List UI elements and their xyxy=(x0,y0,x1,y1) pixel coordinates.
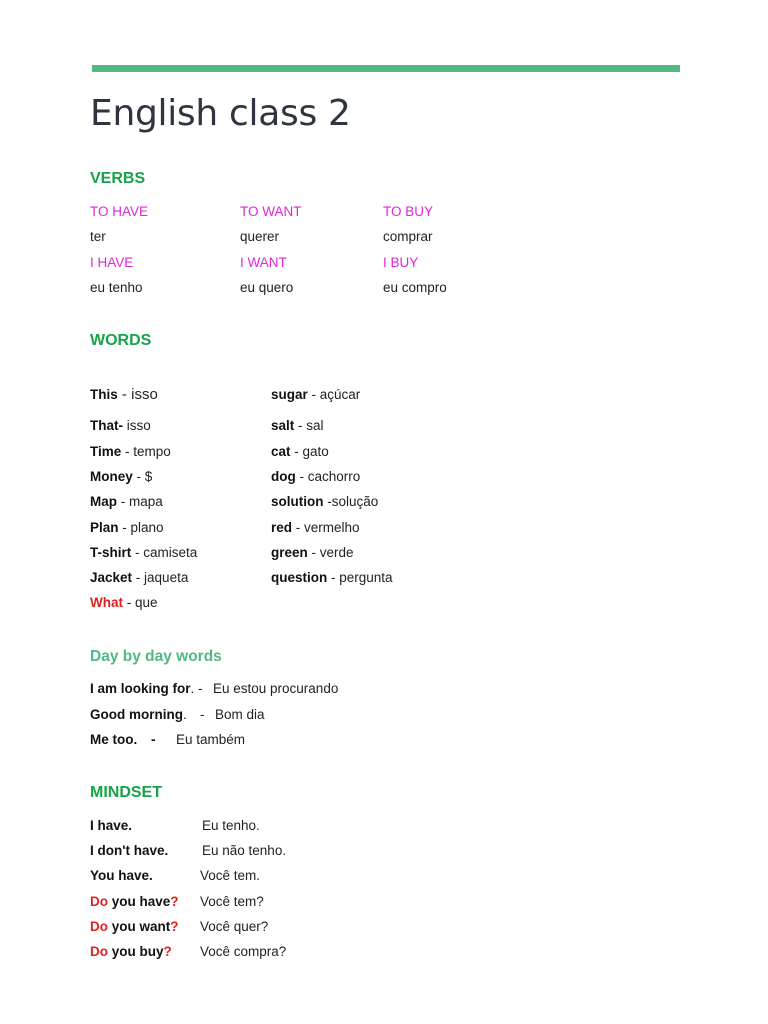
word-entry: green - verde xyxy=(271,545,354,560)
page-title: English class 2 xyxy=(90,93,351,134)
verb-infinitive: TO HAVE xyxy=(90,204,149,219)
words-heading: WORDS xyxy=(90,332,152,349)
phrase-translation: Eu também xyxy=(176,732,246,747)
mindset-translation: Você compra? xyxy=(200,944,287,959)
word-entry: What - que xyxy=(90,595,158,610)
mindset-phrase: I have. xyxy=(90,818,133,833)
verb-infinitive: TO BUY xyxy=(383,204,434,219)
verb-translation: querer xyxy=(240,229,280,244)
word-entry: Money - $ xyxy=(90,469,153,484)
phrase-separator: - xyxy=(151,732,156,747)
word-entry: cat - gato xyxy=(271,444,329,459)
word-entry: Map - mapa xyxy=(90,494,163,509)
phrase-entry: I am looking for. xyxy=(90,681,195,696)
verb-translation: ter xyxy=(90,229,106,244)
verb-translation: comprar xyxy=(383,229,433,244)
word-entry: dog - cachorro xyxy=(271,469,361,484)
verb-first-person-translation: eu quero xyxy=(240,280,294,295)
mindset-phrase: Do you have? xyxy=(90,894,179,909)
phrase-separator: - xyxy=(198,681,203,696)
word-entry: red - vermelho xyxy=(271,520,360,535)
phrase-separator: - xyxy=(200,707,205,722)
mindset-translation: Eu tenho. xyxy=(202,818,260,833)
mindset-translation: Você quer? xyxy=(200,919,269,934)
verb-infinitive: TO WANT xyxy=(240,204,302,219)
word-entry: salt - sal xyxy=(271,418,324,433)
word-entry: Plan - plano xyxy=(90,520,164,535)
phrase-translation: Eu estou procurando xyxy=(213,681,339,696)
word-entry: This - isso xyxy=(90,386,158,403)
mindset-phrase: You have. xyxy=(90,868,153,883)
word-entry: Jacket - jaqueta xyxy=(90,570,189,585)
top-accent-bar xyxy=(92,65,680,72)
verb-first-person-translation: eu tenho xyxy=(90,280,143,295)
word-entry: T-shirt - camiseta xyxy=(90,545,198,560)
word-entry: solution -solução xyxy=(271,494,379,509)
mindset-phrase: Do you want? xyxy=(90,919,179,934)
phrase-entry: Me too. xyxy=(90,732,138,747)
verb-first-person: I BUY xyxy=(383,255,419,270)
word-entry: question - pergunta xyxy=(271,570,393,585)
phrase-entry: Good morning. xyxy=(90,707,187,722)
verbs-heading: VERBS xyxy=(90,170,146,187)
mindset-translation: Você tem? xyxy=(200,894,264,909)
word-entry: Time - tempo xyxy=(90,444,171,459)
daybyday-heading: Day by day words xyxy=(90,648,222,665)
mindset-phrase: Do you buy? xyxy=(90,944,172,959)
verb-first-person-translation: eu compro xyxy=(383,280,447,295)
mindset-translation: Eu não tenho. xyxy=(202,843,287,858)
verb-first-person: I HAVE xyxy=(90,255,134,270)
mindset-heading: MINDSET xyxy=(90,784,162,801)
word-entry: sugar - açúcar xyxy=(271,387,361,402)
mindset-translation: Você tem. xyxy=(200,868,261,883)
verb-first-person: I WANT xyxy=(240,255,287,270)
word-entry: That- isso xyxy=(90,418,151,433)
mindset-phrase: I don't have. xyxy=(90,843,169,858)
phrase-translation: Bom dia xyxy=(215,707,265,722)
